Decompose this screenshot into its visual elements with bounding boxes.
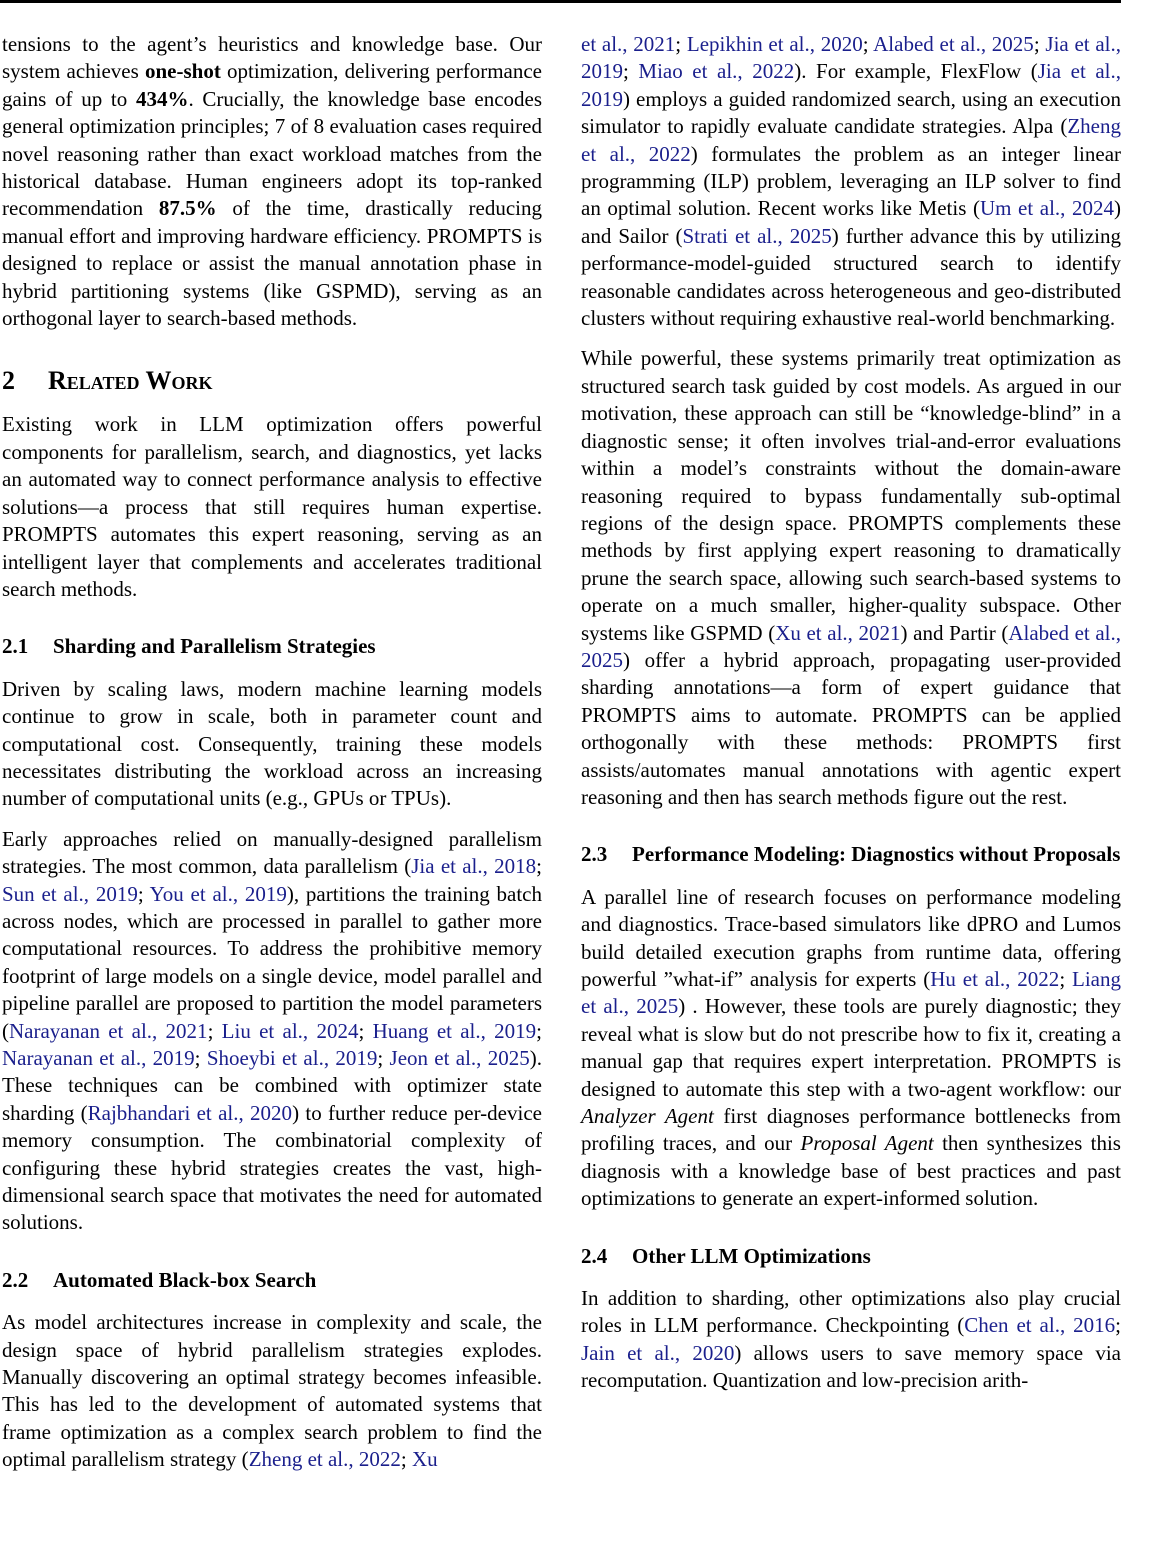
section-2-2-paragraph-1: As model architectures increase in complexity and scale, the design space of hybrid parallelism strategies explodes. Manually discovering an optimal strategy becomes infeasible. This has led to the development of automated systems that frame optimization as a complex search problem to find the optimal parallelism strategy (Zheng et al., 2022; Xu [2, 1310, 542, 1472]
citation-link[interactable]: Liu et al., 2024 [221, 1018, 359, 1043]
citation-link[interactable]: Chen et al., 2016 [964, 1313, 1116, 1338]
citation-link[interactable]: Zheng et al., 2022 [581, 114, 1121, 166]
related-work-paragraph: Existing work in LLM optimization offers powerful components for parallelism, search, and diagnostics, yet lacks an automated way to connect performance analysis to effective solutions—a process that still requires human expertise. PROMPTS automates this expert reasoning, serving as an intelligent layer that complements and accelerates traditional search methods. [2, 412, 542, 601]
citation-link[interactable]: Sun et al., 2019 [2, 881, 138, 906]
citation-link[interactable]: Narayanan et al., 2021 [9, 1018, 208, 1043]
citation-link[interactable]: Xu et al., 2021 [775, 620, 901, 645]
citation-link[interactable]: Miao et al., 2022 [638, 59, 795, 84]
citation-link[interactable]: Shoeybi et al., 2019 [206, 1046, 378, 1070]
section-2-1-paragraph-1: Driven by scaling laws, modern machine learning models continue to grow in scale, both in parameter count and computational cost. Consequently, training these models necessitates distributing the workload across an increasing number of computational units (e.g., GPUs or TPUs). [2, 676, 542, 811]
citation-link[interactable]: You et al., 2019 [149, 881, 287, 906]
section-2-3-heading: 2.3 Performance Modeling: Diagnostics without Proposals [581, 842, 1121, 867]
intro-paragraph: tensions to the agent’s heuristics and knowledge base. Our system achieves one-shot optimization, delivering performance gains of up to 434%. Crucially, the knowledge base encodes general optimization principles; 7 of 8 evaluation cases required novel reasoning rather than exact workload matches from the historical database. Human engineers adopt its top-ranked recommendation 87.5% of the time, drastically reducing manual effort and improving hardware efficiency. PROMPTS is designed to replace or assist the manual annotation phase in hybrid partitioning systems (like GSPMD), serving as an orthogonal layer to search-based methods. [2, 32, 543, 331]
section-2-3-paragraph: A parallel line of research focuses on performance modeling and diagnostics. Trace-based simulators like dPRO and Lumos build detailed execution graphs from runtime data, offering powerful ”what-if” analysis for experts (Hu et al., 2022; Liang et al., 2025) . However, these tools are purely diagnostic; they reveal what is slow but do not prescribe how to fix it, creating a manual gap that requires expert interpretation. PROMPTS is designed to automate this step with a two-agent workflow: our Analyzer Agent first diagnoses performance bottlenecks from profiling traces, and our Proposal Agent then synthesizes this diagnosis with a knowledge base of best practices and past optimizations to generate an expert-informed solution. [581, 884, 1122, 1211]
section-2-1-heading: 2.1 Sharding and Parallelism Strategies [2, 634, 376, 659]
emphasis-italic: Analyzer Agent [581, 1104, 714, 1129]
citation-link[interactable]: Lepikhin et al., 2020 [686, 32, 863, 56]
section-2-1-paragraph-2: Early approaches relied on manually-designed parallelism strategies. The most common, data parallelism (Jia et al., 2018; Sun et al., 2019; You et al., 2019), partitions the training batch across nodes, which are processed in parallel to gather more computational resources. To address the prohibitive memory footprint of large models on a single device, model parallel and pipeline parallel are proposed to partition the model parameters (Narayanan et al., 2021; Liu et al., 2024; Huang et al., 2019; Narayanan et al., 2019; Shoeybi et al., 2019; Jeon et al., 2025). These techniques can be combined with optimizer state sharding (Rajbhandari et al., 2020) to further reduce per-device memory consumption. The combinatorial complexity of configuring these hybrid strategies creates the vast, high-dimensional search space that motivates the need for automated solutions. [2, 826, 542, 1235]
section-2-2-paragraph-1-continued: et al., 2021; Lepikhin et al., 2020; Alabed et al., 2025; Jia et al., 2019; Miao et al., 2022). For example, FlexFlow (Jia et al., 2019) employs a guided randomized search, using an execution simulator to rapidly evaluate candidate strategies. Alpa (Zheng et al., 2022) formulates the problem as an integer linear programming (ILP) problem, leveraging an ILP solver to find an optimal solution. Recent works like Metis (Um et al., 2024) and Sailor (Strati et al., 2025) further advance this by utilizing performance-model-guided structured search to identify reasonable candidates across heterogeneous and geo-distributed clusters without requiring exhaustive real-world benchmarking. [581, 32, 1122, 331]
citation-link[interactable]: Hu et al., 2022 [930, 967, 1060, 991]
citation-link[interactable]: Jia et al., 2019 [581, 32, 1122, 84]
citation-link[interactable]: Huang et al., 2019 [372, 1018, 537, 1043]
citation-link[interactable]: Zheng et al., 2022 [248, 1447, 401, 1472]
citation-link[interactable]: Xu [412, 1447, 438, 1472]
citation-link[interactable]: Jeon et al., 2025 [389, 1046, 530, 1070]
citation-link[interactable]: Alabed et al., 2025 [873, 32, 1034, 56]
citation-link[interactable]: Jia et al., 2019 [581, 59, 1122, 111]
section-2-2-paragraph-2: While powerful, these systems primarily treat optimization as structured search task guided by cost models. As argued in our motivation, these approach can still be “knowledge-blind” in a diagnostic sense; it often involves trial-and-error evaluations within a model’s constraints without the domain-aware reasoning required to bypass fundamentally sub-optimal regions of the design space. PROMPTS complements these methods by first applying expert reasoning to dramatically prune the search space, allowing such search-based systems to operate on a much smaller, higher-quality subspace. Other systems like GSPMD (Xu et al., 2021) and Partir (Alabed et al., 2025) offer a hybrid approach, propagating user-provided sharding annotations—a form of expert guidance that PROMPTS aims to automate. PROMPTS can be applied orthogonally with these methods: PROMPTS first assists/automates manual annotations with agentic expert reasoning and then has search methods figure out the rest. [581, 346, 1122, 809]
citation-link[interactable]: Rajbhandari et al., 2020 [87, 1100, 293, 1125]
citation-link[interactable]: et al., 2021 [581, 32, 676, 56]
left-column [2, 31, 542, 1474]
section-2-4-heading: 2.4 Other LLM Optimizations [581, 1243, 871, 1268]
citation-link[interactable]: Narayanan et al., 2019 [2, 1046, 195, 1070]
citation-link[interactable]: Jain et al., 2020 [581, 1340, 735, 1365]
header-rule [0, 0, 1121, 3]
section-2-2-heading: 2.2 Automated Black-box Search [2, 1267, 317, 1292]
citation-link[interactable]: Liang et al., 2025 [581, 967, 1121, 1019]
citation-link[interactable]: Strati et al., 2025 [682, 223, 832, 248]
citation-link[interactable]: Alabed et al., 2025 [581, 620, 1122, 672]
emphasis-bold: 434% [135, 86, 189, 111]
emphasis-bold: one-shot [144, 59, 221, 84]
emphasis-italic: Proposal Agent [800, 1131, 934, 1156]
section-2-4-paragraph: In addition to sharding, other optimizations also play crucial roles in LLM performance. Checkpointing (Chen et al., 2016; Jain et al., 2020) allows users to save memory space via recomputation. Quantization and low-precision arith- [581, 1286, 1121, 1393]
citation-link[interactable]: Jia et al., 2018 [411, 854, 537, 879]
section-2-heading: 2 Related Work [2, 366, 213, 396]
citation-link[interactable]: Um et al., 2024 [979, 196, 1114, 221]
emphasis-bold: 87.5% [158, 196, 217, 221]
right-column [581, 31, 1121, 1395]
